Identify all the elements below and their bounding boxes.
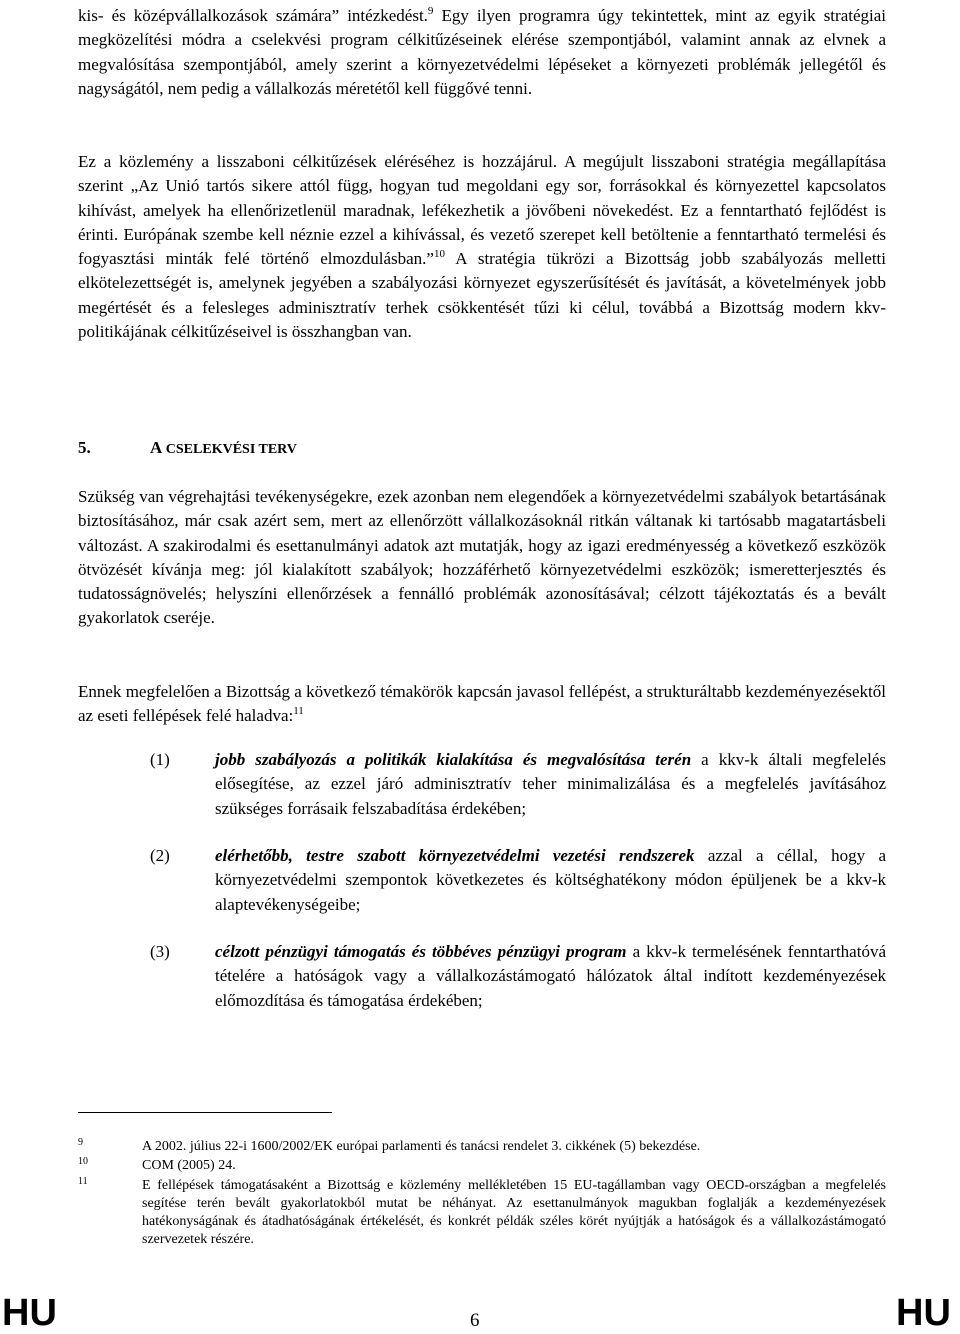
page-number: 6 xyxy=(470,1310,480,1331)
list-item-text: a kkv-k általi megfelelés elősegítése, az ezzel járó adminisztratív teher minimalizálása és a megfelelés javításához szükséges forrásaik felszabadítása érdekében; xyxy=(215,750,886,818)
list-item-text: a kkv-k termelésének fenntarthatóvá tételére a hatóságok vagy a vállalkozástámogató hálózatok által indított kezdeményezések előmozdítása és támogatása érdekében; xyxy=(215,942,886,1010)
footnote-text: E fellépések támogatásaként a Bizottság e közlemény mellékletében 15 EU-tagállamban vagy OECD-országban a megfelelés segítése terén bevált gyakorlatokból mutat be néhányat. Az esettanulmányok magukban foglalják a kezdeményezések hatékonyságának és átadhatóságának értékelését, és konkrét példák széles körét nyújtják a hatóságok és a vállalkozástámogató szervezetek részére. xyxy=(142,1178,886,1247)
intro-text-start: kis- és középvállalkozások számára” intézkedést. xyxy=(78,6,428,25)
section-title: CSELEKVÉSI TERV xyxy=(162,442,297,457)
lisbon-text-end: A stratégia tükrözi a Bizottság jobb szabályozás melletti elkötelezettségét is, amelynek jegyében a szabályozási környezet egyszerűsítését és javítását, a követelmények jobb megértését és a felesleges adminisztratív terhek csökkentését tűzi ki célul, továbbá a Bizottság modern kkv-politikájának célkitűzéseivel is összhangban van. xyxy=(78,249,886,342)
list-item-body xyxy=(215,844,886,917)
footnote-ref-10[interactable]: 10 xyxy=(433,248,445,261)
list-marker: (2) xyxy=(150,846,170,865)
proposal-paragraph xyxy=(78,680,886,729)
footnote-divider xyxy=(78,1112,332,1113)
footnote-mark: 11 xyxy=(78,1176,88,1187)
list-item-emphasis: jobb szabályozás a politikák kialakítása és megvalósítása terén xyxy=(215,750,692,769)
list-item-text: azzal a céllal, hogy a környezetvédelmi szempontok következetes és költséghatékony módon épüljenek be a kkv-k alaptevékenységeibe; xyxy=(215,846,886,914)
language-code-left: HU xyxy=(2,1292,57,1334)
footnote-text: COM (2005) 24. xyxy=(142,1158,236,1173)
section-heading xyxy=(78,438,297,458)
footnote-text: A 2002. július 22-i 1600/2002/EK európai parlamenti és tanácsi rendelet 3. cikkének (5) bekezdése. xyxy=(142,1139,701,1154)
language-code-right: HU xyxy=(896,1292,951,1334)
footnote-ref-11[interactable]: 11 xyxy=(293,705,304,718)
lisbon-paragraph xyxy=(78,150,886,344)
intro-text-end: Egy ilyen programra úgy tekintettek, mint az egyik stratégiai megközelítési módra a cselekvési program célkitűzéseinek elérése szempontjából, valamint annak az elvnek a megvalósítása szempontjából, amely szerint a környezetvédelmi lépéseket a környezeti problémák jellegétől és nagyságától, nem pedig a vállalkozás méretétől kell függővé tenni. xyxy=(78,6,886,98)
section-title-initial: A xyxy=(150,438,163,457)
intro-paragraph xyxy=(78,4,886,101)
footnote-ref-9[interactable]: 9 xyxy=(427,5,434,17)
list-item-body xyxy=(215,940,886,1013)
list-marker: (1) xyxy=(150,750,170,769)
list-item-emphasis: elérhetőbb, testre szabott környezetvédelmi vezetési rendszerek xyxy=(215,846,695,865)
proposal-text: Ennek megfelelően a Bizottság a következő témakörök kapcsán javasol fellépést, a strukturáltabb kezdeményezésektől az eseti fellépések felé haladva: xyxy=(78,682,886,726)
footnote-mark: 9 xyxy=(78,1137,83,1148)
footnote-mark: 10 xyxy=(78,1156,88,1167)
section-number: 5. xyxy=(78,438,91,457)
enforcement-paragraph: Szükség van végrehajtási tevékenységekre, ezek azonban nem elegendőek a környezetvédelmi szabályok betartásának biztosításához, már csak azért sem, mert az ellenőrzött vállalkozásoknál ritkán váltanak ki tartósabb magatartásbeli változást. A szakirodalmi és esettanulmányi adatok azt mutatják, hogy az igazi eredményesség a következő eszközök ötvözését kívánja meg: jól kialakított szabályok; hozzáférhető környezetvédelmi eszközök; ismeretterjesztés és tudatosságnövelés; helyszíni ellenőrzések a fennálló problémák azonosításával; célzott tájékoztatás és a bevált gyakorlatok cseréje. xyxy=(78,487,886,628)
list-marker: (3) xyxy=(150,942,170,961)
list-item-emphasis: célzott pénzügyi támogatás és többéves pénzügyi program xyxy=(215,942,627,961)
lisbon-text-start: Ez a közlemény a lisszaboni célkitűzések eléréséhez is hozzájárul. A megújult lisszaboni stratégia megállapítása szerint „Az Unió tartós sikere attól függ, hogyan tud megoldani egy sor, forrásokkal és környezettel kapcsolatos kihívást, amelyek ha ellenőrizetlenül maradnak, lefékezhetik a jövőbeni növekedést. Ez a fenntartható fejlődést is érinti. Európának szembe kell néznie ezzel a kihívással, és vezető szerepet kell betöltenie a fenntartható termelési és fogyasztási minták felé történő elmozdulásban.” xyxy=(78,152,886,269)
list-item-body xyxy=(215,748,886,821)
